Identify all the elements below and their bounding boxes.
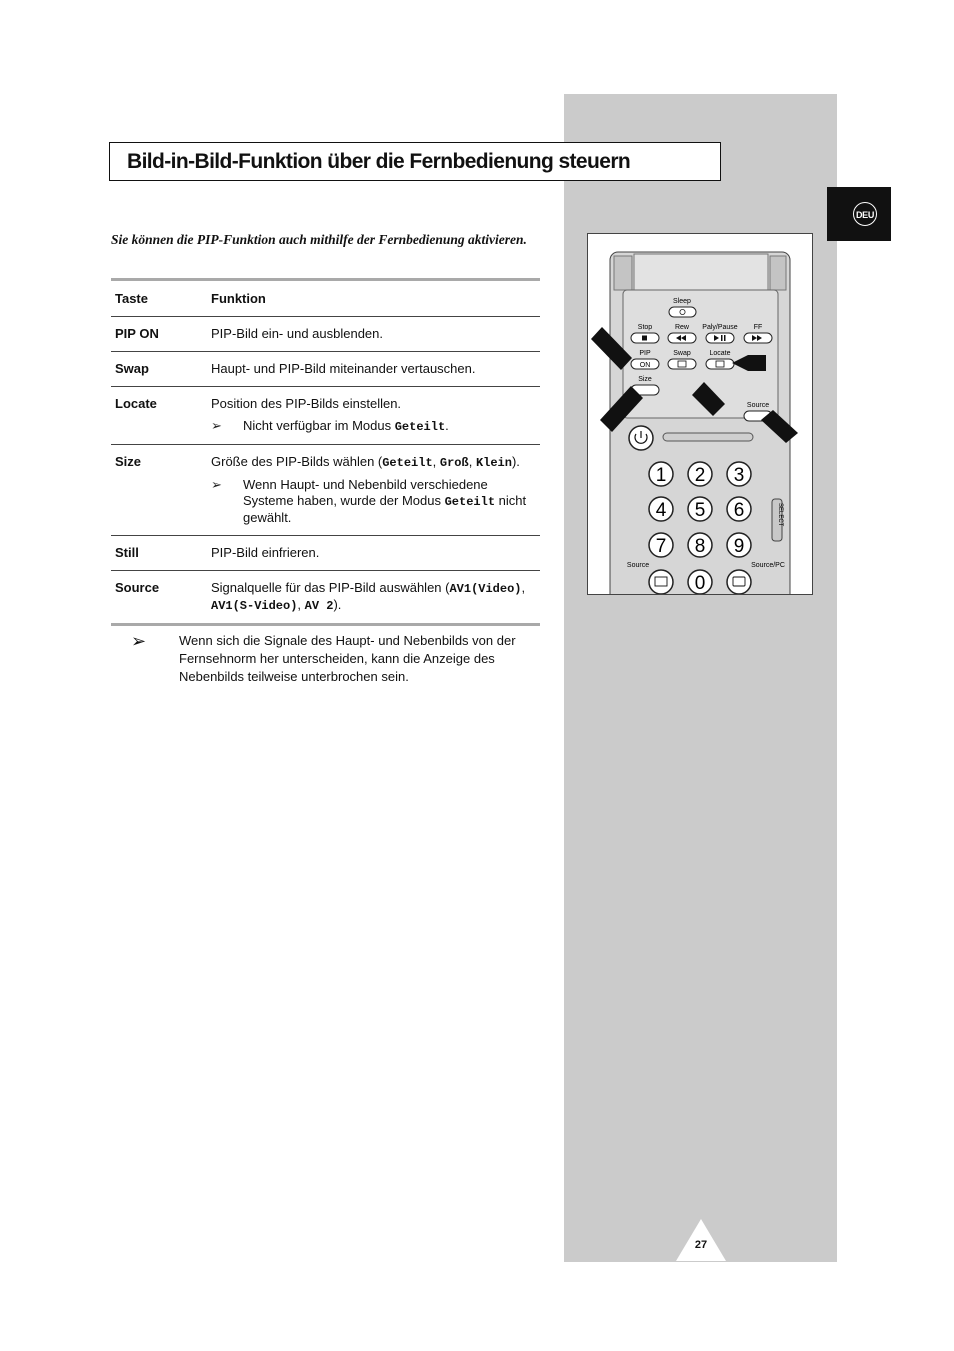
swap-label: Swap (673, 350, 691, 357)
note-arrow-icon: ➢ (131, 631, 147, 651)
row-key: Still (111, 536, 207, 571)
source-bottom-label: Source (626, 562, 650, 569)
row-cell (207, 387, 540, 445)
row-key: Source (115, 580, 160, 595)
remote-illustration (587, 233, 813, 595)
row-text: PIP-Bild einfrieren. (207, 536, 540, 571)
digit-0-key: 0 (694, 573, 706, 594)
row-text: PIP-Bild ein- und ausblenden. (207, 317, 540, 352)
table-row (111, 352, 540, 387)
header-key: Taste (111, 280, 207, 317)
footnote-text: Wenn sich die Signale des Haupt- und Nebenbilds von der Fernsehnorm her unterscheiden, kann die Anzeige des Nebenbilds teilweise unterbrochen sein. (179, 633, 516, 684)
source-label: Source (746, 402, 770, 409)
table-row (111, 571, 540, 625)
digit-1-key: 1 (655, 465, 667, 486)
select-label: SELECT (777, 503, 783, 527)
row-key: PIP ON (111, 317, 207, 352)
rew-label: Rew (674, 324, 690, 331)
row-text: Haupt- und PIP-Bild miteinander vertauschen. (207, 352, 540, 387)
digit-4-key: 4 (655, 500, 667, 521)
table-header-row (111, 280, 540, 317)
source-pc-label: Source/PC (751, 562, 785, 569)
size-label: Size (638, 376, 652, 383)
digit-2-key: 2 (694, 465, 706, 486)
function-table (111, 278, 540, 626)
subnote-text: Nicht verfügbar im Modus Geteilt. (243, 418, 449, 434)
row-subnote (211, 418, 536, 435)
stop-label: Stop (637, 324, 653, 331)
pip-label: PIP (639, 350, 651, 357)
intro-text: Sie können die PIP-Funktion auch mithilfe der Fernbedienung aktivieren. (111, 232, 527, 247)
pip-on-label: ON (639, 362, 651, 369)
table-row (111, 317, 540, 352)
locate-label: Locate (709, 350, 731, 357)
digit-5-key: 5 (694, 500, 706, 521)
digit-9-key: 9 (733, 536, 745, 557)
ff-label: FF (753, 324, 763, 331)
row-subnote (211, 477, 536, 526)
footnote (131, 632, 531, 686)
title-box (109, 142, 721, 181)
row-text: Signalquelle für das PIP-Bild auswählen (AV1(Video), AV1(S-Video), AV 2). (211, 580, 526, 613)
note-arrow-icon: ➢ (211, 477, 222, 492)
page-number-marker (676, 1219, 726, 1261)
digit-8-key: 8 (694, 536, 706, 557)
header-function: Funktion (207, 280, 540, 317)
digit-6-key: 6 (733, 500, 745, 521)
table-row (111, 536, 540, 571)
play-pause-label: Paly/Pause (702, 324, 738, 331)
digit-7-key: 7 (655, 536, 667, 557)
row-text: Position des PIP-Bilds einstellen. (211, 396, 402, 411)
row-key: Swap (111, 352, 207, 387)
page-number: 27 (694, 1239, 708, 1251)
sleep-label: Sleep (673, 298, 691, 305)
row-text: Größe des PIP-Bilds wählen (Geteilt, Groß, Klein). (211, 454, 520, 470)
row-key: Locate (111, 387, 207, 445)
row-cell (207, 445, 540, 536)
row-key: Size (111, 445, 207, 536)
digit-3-key: 3 (733, 465, 745, 486)
subnote-text: Wenn Haupt- und Nebenbild verschiedene Systeme haben, wurde der Modus Geteilt nicht gewählt. (243, 477, 527, 525)
note-arrow-icon: ➢ (211, 418, 222, 433)
table-row (111, 445, 540, 536)
page-title: Bild-in-Bild-Funktion über die Fernbedienung steuern (127, 150, 631, 173)
language-badge: DEU (853, 202, 877, 226)
table-row (111, 387, 540, 445)
